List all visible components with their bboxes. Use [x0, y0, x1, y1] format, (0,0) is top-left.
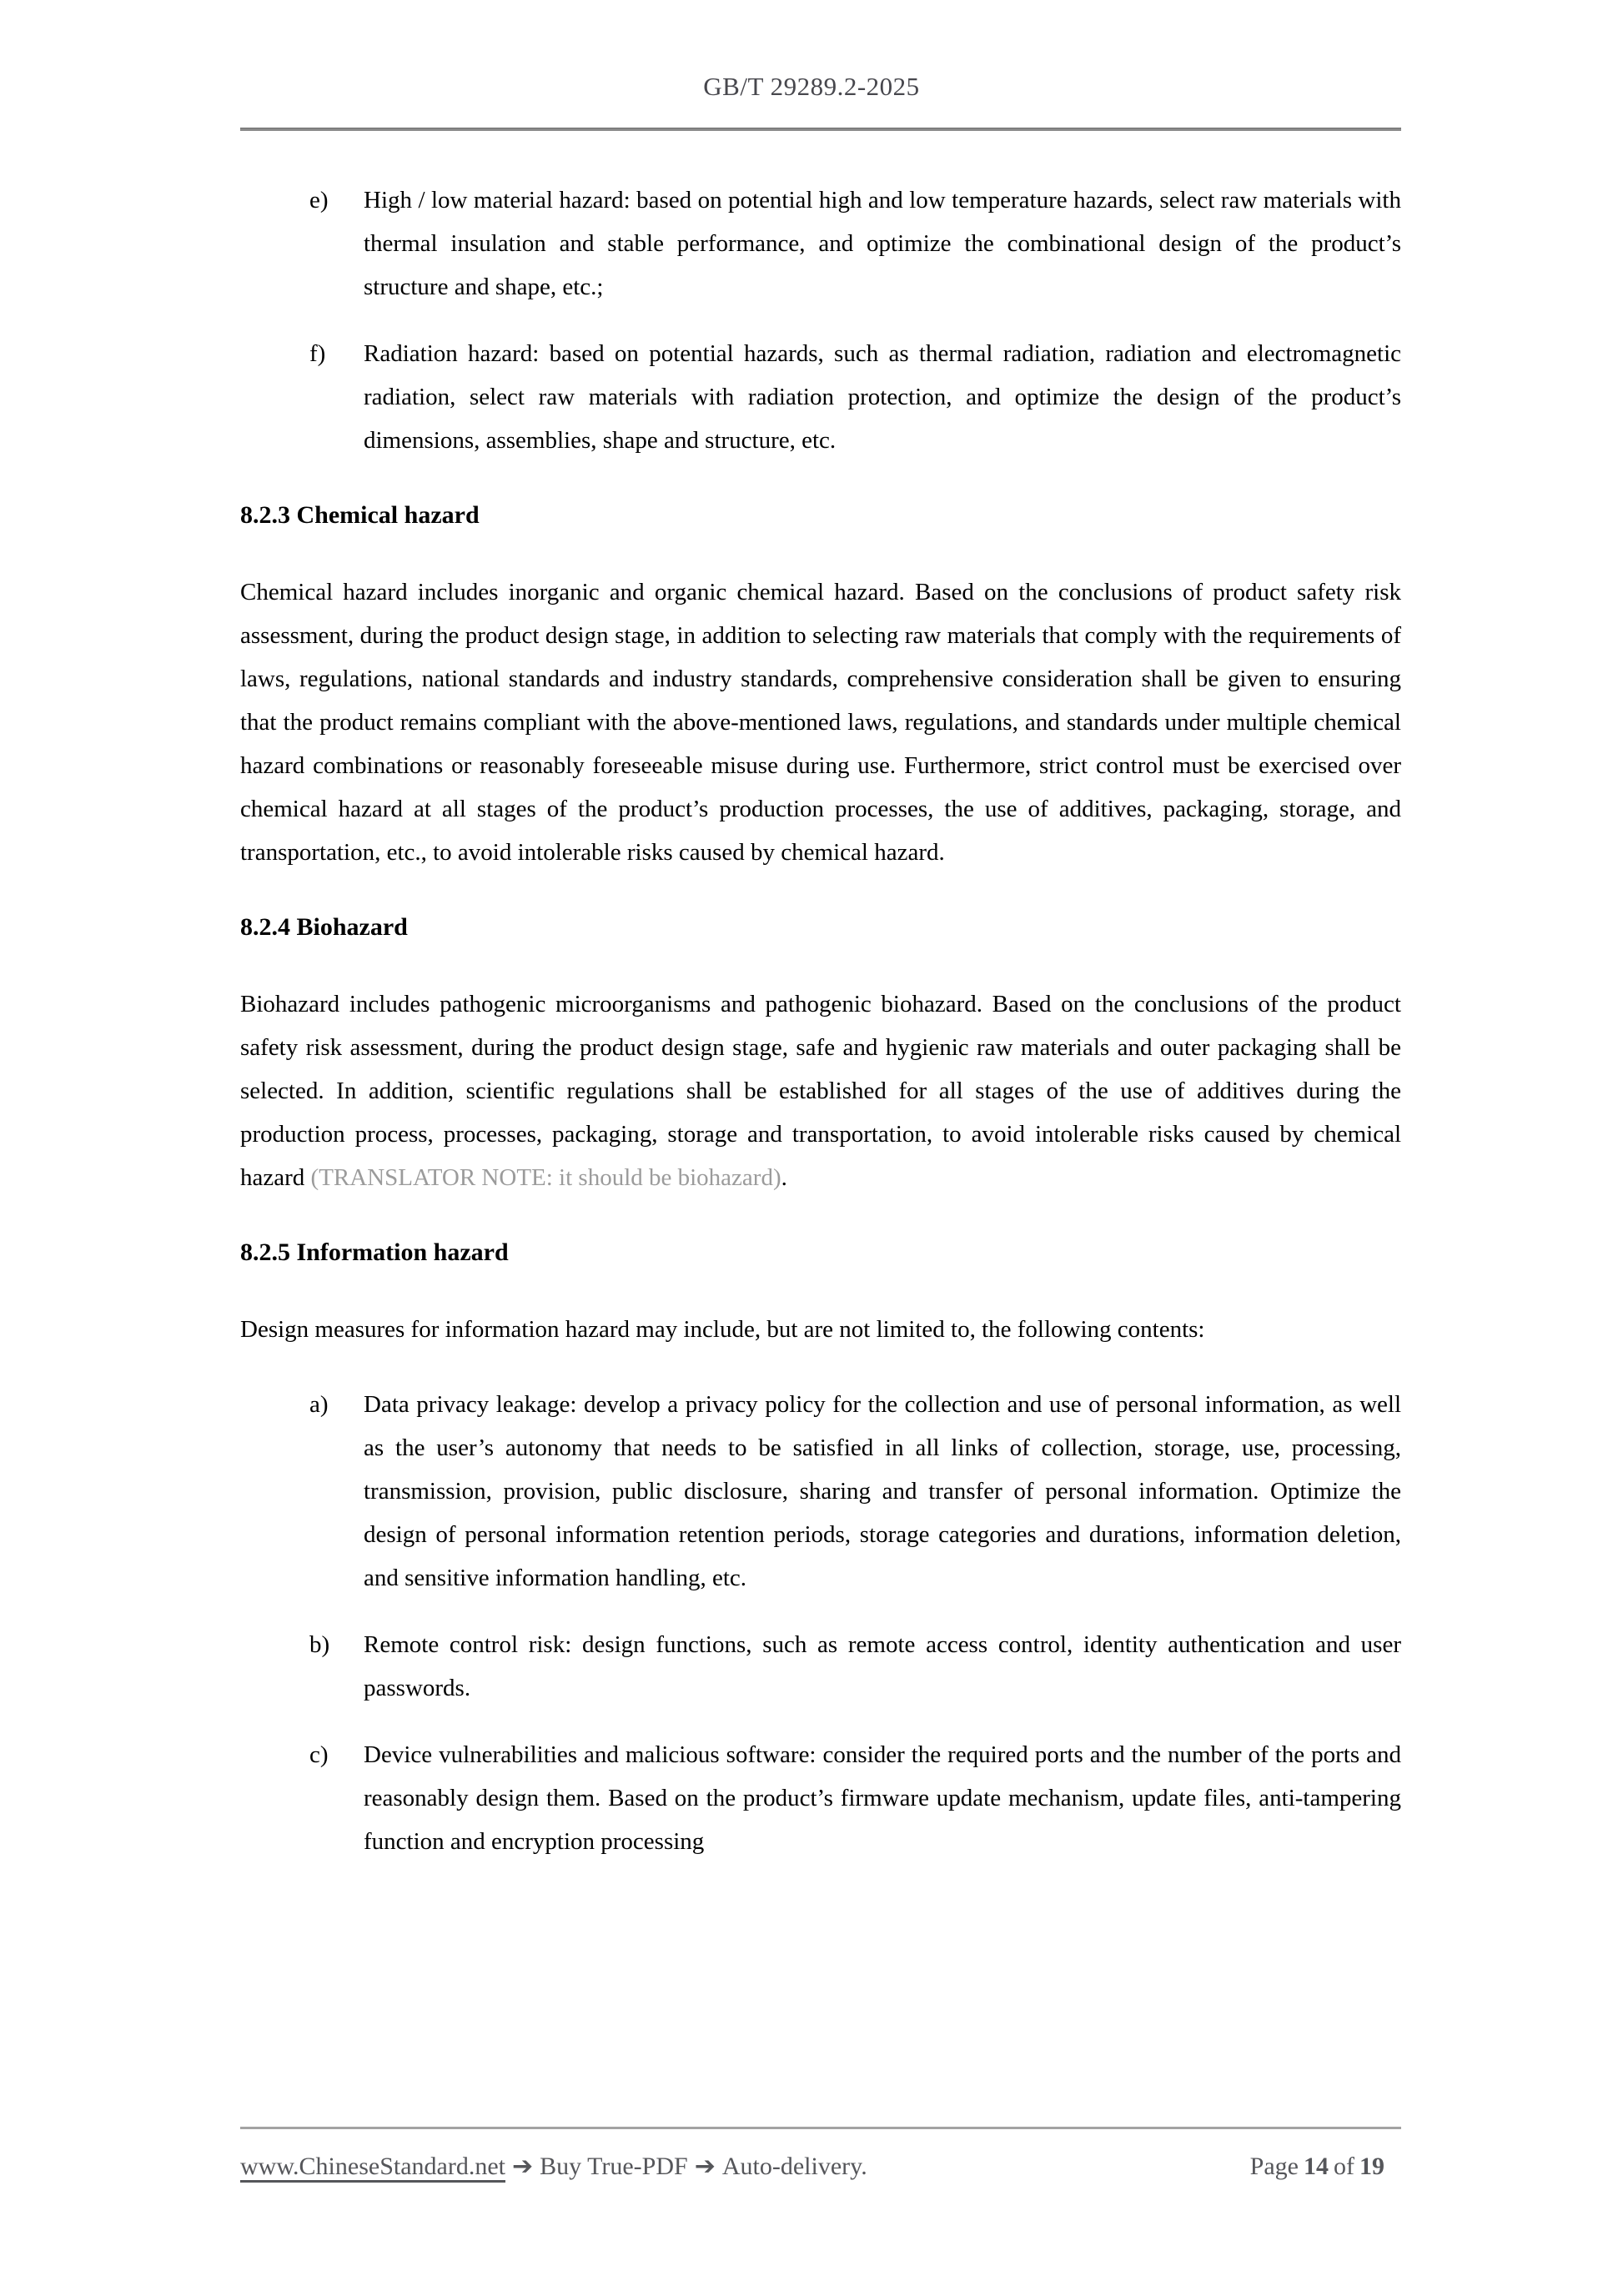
- paragraph-biohazard: [240, 982, 1401, 1199]
- list-item-c: [240, 1733, 1401, 1863]
- arrow-right-icon: ➔: [512, 2152, 534, 2181]
- page-of-label: of: [1334, 2153, 1354, 2180]
- list-item-f: [240, 332, 1401, 462]
- list-item-label: c): [309, 1741, 329, 1768]
- translator-note: (TRANSLATOR NOTE: it should be biohazard): [310, 1164, 781, 1191]
- list-item-text: Data privacy leakage: develop a privacy policy for the collection and use of personal information, as well as the user’s autonomy that needs to be satisfied in all links of collection, storage, use, processing, transmission, provision, public disclosure, sharing and transfer of personal information. Optimize the design of personal information retention periods, storage categories and durations, information deletion, and sensitive information handling, etc.: [364, 1391, 1401, 1591]
- footer-left: [240, 2145, 867, 2188]
- list-item-b: [240, 1623, 1401, 1710]
- list-item-text: Remote control risk: design functions, such as remote access control, identity authentication and user passwords.: [364, 1631, 1401, 1701]
- list-item-label: a): [309, 1391, 329, 1418]
- site-link[interactable]: www.ChineseStandard.net: [240, 2153, 505, 2180]
- footer-rule: [240, 2127, 1401, 2129]
- section-heading-8-2-3: 8.2.3 Chemical hazard: [240, 501, 480, 529]
- page-current-number: 14: [1304, 2153, 1329, 2180]
- page-total-number: 19: [1359, 2153, 1384, 2180]
- page-header: [0, 72, 1623, 102]
- arrow-right-icon: ➔: [694, 2152, 716, 2181]
- list-item-a: [240, 1383, 1401, 1600]
- auto-delivery-label: Auto-delivery.: [721, 2153, 867, 2180]
- header-rule: [240, 128, 1401, 131]
- list-item-text: Device vulnerabilities and malicious software: consider the required ports and the number of the ports and reasonably design them. Based on the product’s firmware update mechanism, update files, anti-tampering function and encryption processing: [364, 1741, 1401, 1855]
- buy-true-pdf-label: Buy True-PDF: [540, 2153, 688, 2180]
- list-item-label: e): [309, 187, 329, 214]
- list-item-label: b): [309, 1631, 330, 1658]
- list-item-text: High / low material hazard: based on potential high and low temperature hazards, select raw materials with thermal insulation and stable performance, and optimize the combinational design of the product’s structure and shape, etc.;: [364, 187, 1401, 300]
- biohazard-period: .: [781, 1164, 787, 1191]
- list-item-label: f): [309, 340, 326, 367]
- section-heading-8-2-5: 8.2.5 Information hazard: [240, 1238, 509, 1266]
- paragraph-chemical-hazard: Chemical hazard includes inorganic and organic chemical hazard. Based on the conclusions of product safety risk assessment, during the product design stage, in addition to selecting raw materials that comply with the requirements of laws, regulations, national standards and industry standards, comprehensive consideration shall be given to ensuring that the product remains compliant with the above-mentioned laws, regulations, and standards under multiple chemical hazard combinations or reasonably foreseeable misuse during use. Furthermore, strict control must be exercised over chemical hazard at all stages of the product’s production processes, the use of additives, packaging, storage, and transportation, etc., to avoid intolerable risks caused by chemical hazard.: [240, 579, 1401, 866]
- list-item-text: Radiation hazard: based on potential hazards, such as thermal radiation, radiation and electromagnetic radiation, select raw materials with radiation protection, and optimize the design of the product’s dimensions, assemblies, shape and structure, etc.: [364, 340, 1401, 454]
- paragraph-information-intro: Design measures for information hazard may include, but are not limited to, the following contents:: [240, 1316, 1205, 1343]
- page-indicator: [1250, 2145, 1401, 2188]
- standard-number: GB/T 29289.2-2025: [703, 72, 920, 101]
- page-label: Page: [1249, 2153, 1299, 2180]
- biohazard-text: Biohazard includes pathogenic microorganisms and pathogenic biohazard. Based on the conclusions of the product safety risk assessment, during the product design stage, safe and hygienic raw materials and outer packaging shall be selected. In addition, scientific regulations shall be established for all stages of the use of additives during the production process, processes, packaging, storage and transportation, to avoid intolerable risks caused by chemical hazard: [240, 991, 1401, 1191]
- page-footer: [240, 2145, 1401, 2188]
- section-heading-8-2-4: 8.2.4 Biohazard: [240, 913, 408, 941]
- document-content: [240, 178, 1401, 1887]
- list-item-e: [240, 178, 1401, 309]
